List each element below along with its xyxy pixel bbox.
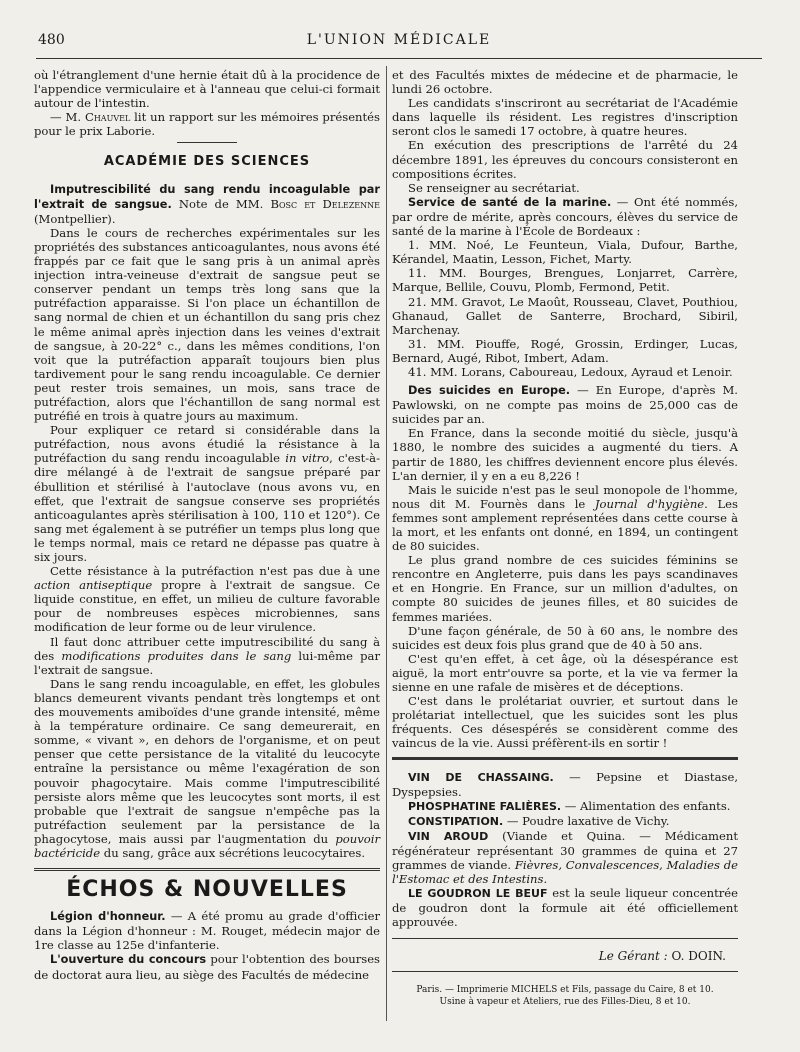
running-header (38, 30, 760, 52)
paragraph: Mais le suicide n'est pas le seul monopole de l'homme, nous dit M. Fournès dans le Journal d'hygiène. Les femmes sont amplement représentées dans cette course à la mort, et les enfants ont donné, en 1894, un contingent de 80 suicides. (392, 482, 738, 554)
list-item: 41. MM. Lorans, Caboureau, Ledoux, Ayraud et Lenoir. (408, 364, 733, 379)
signature: Le Gérant : O. DOIN. (598, 948, 726, 963)
ad-title: VIN DE CHASSAING. (408, 770, 554, 784)
news-title: Service de santé de la marine. (408, 195, 612, 209)
paragraph: Le plus grand nombre de ces suicides féminins se rencontre en Angleterre, puis dans les pays scandinaves et en Hongrie. En France, sur un million d'adultes, on compte 80 suicides de jeunes filles, et 80 suicides de femmes mariées. (392, 553, 738, 624)
echos-title: ÉCHOS & NOUVELLES (66, 877, 348, 903)
paragraph: C'est dans le prolétariat ouvrier, et surtout dans le prolétariat intellectuel, que les suicides sont les plus fréquents. Ces désespérés se considèrent comme des vaincus de la vie. Aussi préfèrent-ils en sortir ! (392, 694, 738, 751)
advertisements (392, 770, 738, 930)
article-heading: Imputrescibilité du sang rendu incoagulable par l'extrait de sangsue. Note de MM. Bosc et Delezenne (Montpellier). (34, 182, 380, 226)
ad-title: VIN AROUD (408, 829, 489, 843)
divider (177, 142, 237, 143)
rule (392, 971, 738, 972)
imprint-line: Paris. — Imprimerie MICHELS et Fils, passage du Caire, 8 et 10. (416, 984, 714, 995)
right-column (392, 68, 738, 1008)
header-rule (36, 58, 762, 59)
list-item: 21. MM. Gravot, Le Maoût, Rousseau, Clavet, Pouthiou, Ghanaud, Gallet de Santerre, Brochard, Sibiril, Marchenay. (392, 294, 738, 337)
page-number: 480 (38, 32, 65, 48)
news-item: L'ouverture du concours pour l'obtention des bourses de doctorat aura lieu, au siège des Facultés de médecine (34, 952, 381, 982)
ad-title: LE GOUDRON LE BEUF (408, 887, 548, 901)
paragraph: où l'étranglement d'une hernie était dû à la procidence de l'appendice vermiculaire et à l'anneau que celui-ci formait autour de l'intestin. (34, 68, 380, 111)
ad-item: LE GOUDRON LE BEUF est la seule liqueur concentrée de goudron dont la formule ait été officiellement approuvée. (392, 886, 738, 930)
paragraph: et des Facultés mixtes de médecine et de pharmacie, le lundi 26 octobre. (392, 68, 738, 97)
news-title: Légion d'honneur. (50, 910, 166, 924)
paragraph: Cette résistance à la putréfaction n'est pas due à une action antiseptique propre à l'extrait de sangsue. Ce liquide constitue, en effet, un milieu de culture favorable pour de nombreuses espèces microbiennes, sans modification de leur forme ou de leur virulence. (34, 564, 381, 635)
ad-item: VIN AROUD (Viande et Quina. — Médicament régénérateur représentant 30 grammes de quina et 27 grammes de viande. Fièvres, Convalescences, Maladies de l'Estomac et des Intestins. (392, 828, 738, 887)
news-item: Légion d'honneur. — A été promu au grade d'officier dans la Légion d'honneur : M. Rouget, médecin major de 1re classe au 125e d'infanterie. (34, 909, 380, 953)
paragraph: Les candidats s'inscriront au secrétariat de l'Académie dans laquelle ils résident. Les registres d'inscription seront clos le samedi 17 octobre, à quatre heures. (392, 96, 738, 139)
paragraph: Dans le sang rendu incoagulable, en effet, les globules blancs demeurent vivants pendant très longtemps et ont des mouvements amiboïdes d'une grande intensité, même à la température ordinaire. Ce sang demeurerait, en somme, « vivant », en dehors de l'organisme, et on peut penser que cette persistance de la vitalité du leucocyte entraîne la persistance ou même l'exagération de son pouvoir phagocytaire. Mais comme l'imputrescibilité persiste alors même que les leucocytes sont morts, il est probable que l'extrait de sangsue n'empêche pas la putréfaction seulement par la persistance de la phagocytose, mais aussi par l'augmentation du pouvoir bactéricide du sang, grâce aux sécrétions leucocytaires. (34, 676, 380, 860)
rule (392, 938, 738, 939)
list-item: 31. MM. Piouffe, Rogé, Grossin, Erdinger, Lucas, Bernard, Augé, Ribot, Imbert, Adam. (392, 336, 738, 365)
double-rule (34, 868, 380, 871)
column-divider (386, 66, 387, 1021)
journal-title: L'UNION MÉDICALE (306, 32, 492, 48)
paragraph: — M. Chauvel lit un rapport sur les mémoires présentés pour le prix Laborie. (34, 110, 380, 139)
news-title: L'ouverture du concours (50, 953, 207, 967)
paragraph: Pour expliquer ce retard si considérable dans la putréfaction, nous avons étudié la résistance à la putréfaction du sang rendu incoagulable in vitro, c'est-à-dire mélangé à de l'extrait de sangsue préparé par ébullition et stérilisé à l'autoclave (nous avons vu, en effet, que l'extrait de sangsue conserve ses propriétés anticoagulantes après stérilisation à 100, 110 et 120°). Ce sang met également à se putréfier un temps plus long que le temps normal, mais ce retard ne dépasse pas quatre à six jours. (34, 423, 380, 564)
paragraph: Dans le cours de recherches expérimentales sur les propriétés des substances anticoagulantes, nous avons été frappés par ce fait que le sang pris à un animal après injection intra-veineuse d'extrait de sangsue peut se conserver pendant un temps très long sans que la putréfaction apparaisse. Si l'on place un échantillon de sang normal de chien et un échantillon du sang pris chez le même animal après injection dans les veines d'extrait de sangsue, à 20-22° c., dans les mêmes conditions, l'on voit que la putréfaction apparaît toujours bien plus tardivement pour le sang rendu incoagulable. Ce dernier peut rester trois semaines, un mois, sans trace de putréfaction, alors que l'échantillon de sang normal est putréfié en trois à quatre jours au maximum. (34, 225, 380, 424)
ad-item: VIN DE CHASSAING. — Pepsine et Diastase, Dyspepsies. (392, 769, 739, 799)
news-title: Des suicides en Europe. (408, 384, 571, 398)
article-title: Imputrescibilité du sang rendu incoagulable par l'extrait de sangsue. (34, 182, 380, 211)
paragraph: Il faut donc attribuer cette imputrescibilité du sang à des modifications produites dans le sang lui-même par l'extrait de sangsue. (34, 634, 381, 677)
paragraph: C'est qu'en effet, à cet âge, où la désespérance est aiguë, la mort entr'ouvre sa porte, et la vie va fermer la sienne en une rafale de misères et de déceptions. (392, 651, 738, 695)
news-item: Des suicides en Europe. — En Europe, d'après M. Pawlowski, on ne compte pas moins de 25,000 cas de suicides par an. (392, 383, 738, 427)
thick-rule (392, 757, 738, 760)
section-title: ACADÉMIE DES SCIENCES (103, 154, 311, 170)
paragraph: Se renseigner au secrétariat. (408, 180, 580, 195)
list-item: 11. MM. Bourges, Brengues, Lonjarret, Carrère, Marque, Bellile, Couvu, Plomb, Fermond, Petit. (392, 266, 738, 295)
ad-title: CONSTIPATION. (408, 814, 504, 828)
ad-item: CONSTIPATION. — Poudre laxative de Vichy. (408, 813, 670, 828)
news-item: Service de santé de la marine. — Ont été nommés, par ordre de mérite, après concours, élèves du service de santé de la marine à l'École de Bordeaux : (392, 194, 738, 239)
list-item: 1. MM. Noé, Le Feunteun, Viala, Dufour, Barthe, Kérandel, Maatin, Lesson, Fichet, Marty. (392, 238, 738, 267)
imprint-line: Usine à vapeur et Ateliers, rue des Filles-Dieu, 8 et 10. (439, 996, 691, 1007)
imprint (392, 984, 738, 1008)
paragraph: En France, dans la seconde moitié du siècle, jusqu'à 1880, le nombre des suicides a augmenté du tiers. A partir de 1880, les chiffres deviennent encore plus élevés. L'an dernier, il y en a eu 8,226 ! (392, 426, 738, 483)
ad-item: PHOSPHATINE FALIÈRES. — Alimentation des enfants. (408, 798, 731, 813)
author-name: M. Chauvel (65, 110, 131, 125)
article-authors: Bosc et Delezenne (270, 196, 380, 211)
paragraph: D'une façon générale, de 50 à 60 ans, le nombre des suicides est deux fois plus grand que de 40 à 50 ans. (392, 623, 738, 652)
ad-title: PHOSPHATINE FALIÈRES. (408, 799, 562, 813)
paragraph: En exécution des prescriptions de l'arrêté du 24 décembre 1891, les épreuves du concours consisteront en compositions écrites. (392, 138, 738, 181)
left-column (34, 68, 380, 982)
